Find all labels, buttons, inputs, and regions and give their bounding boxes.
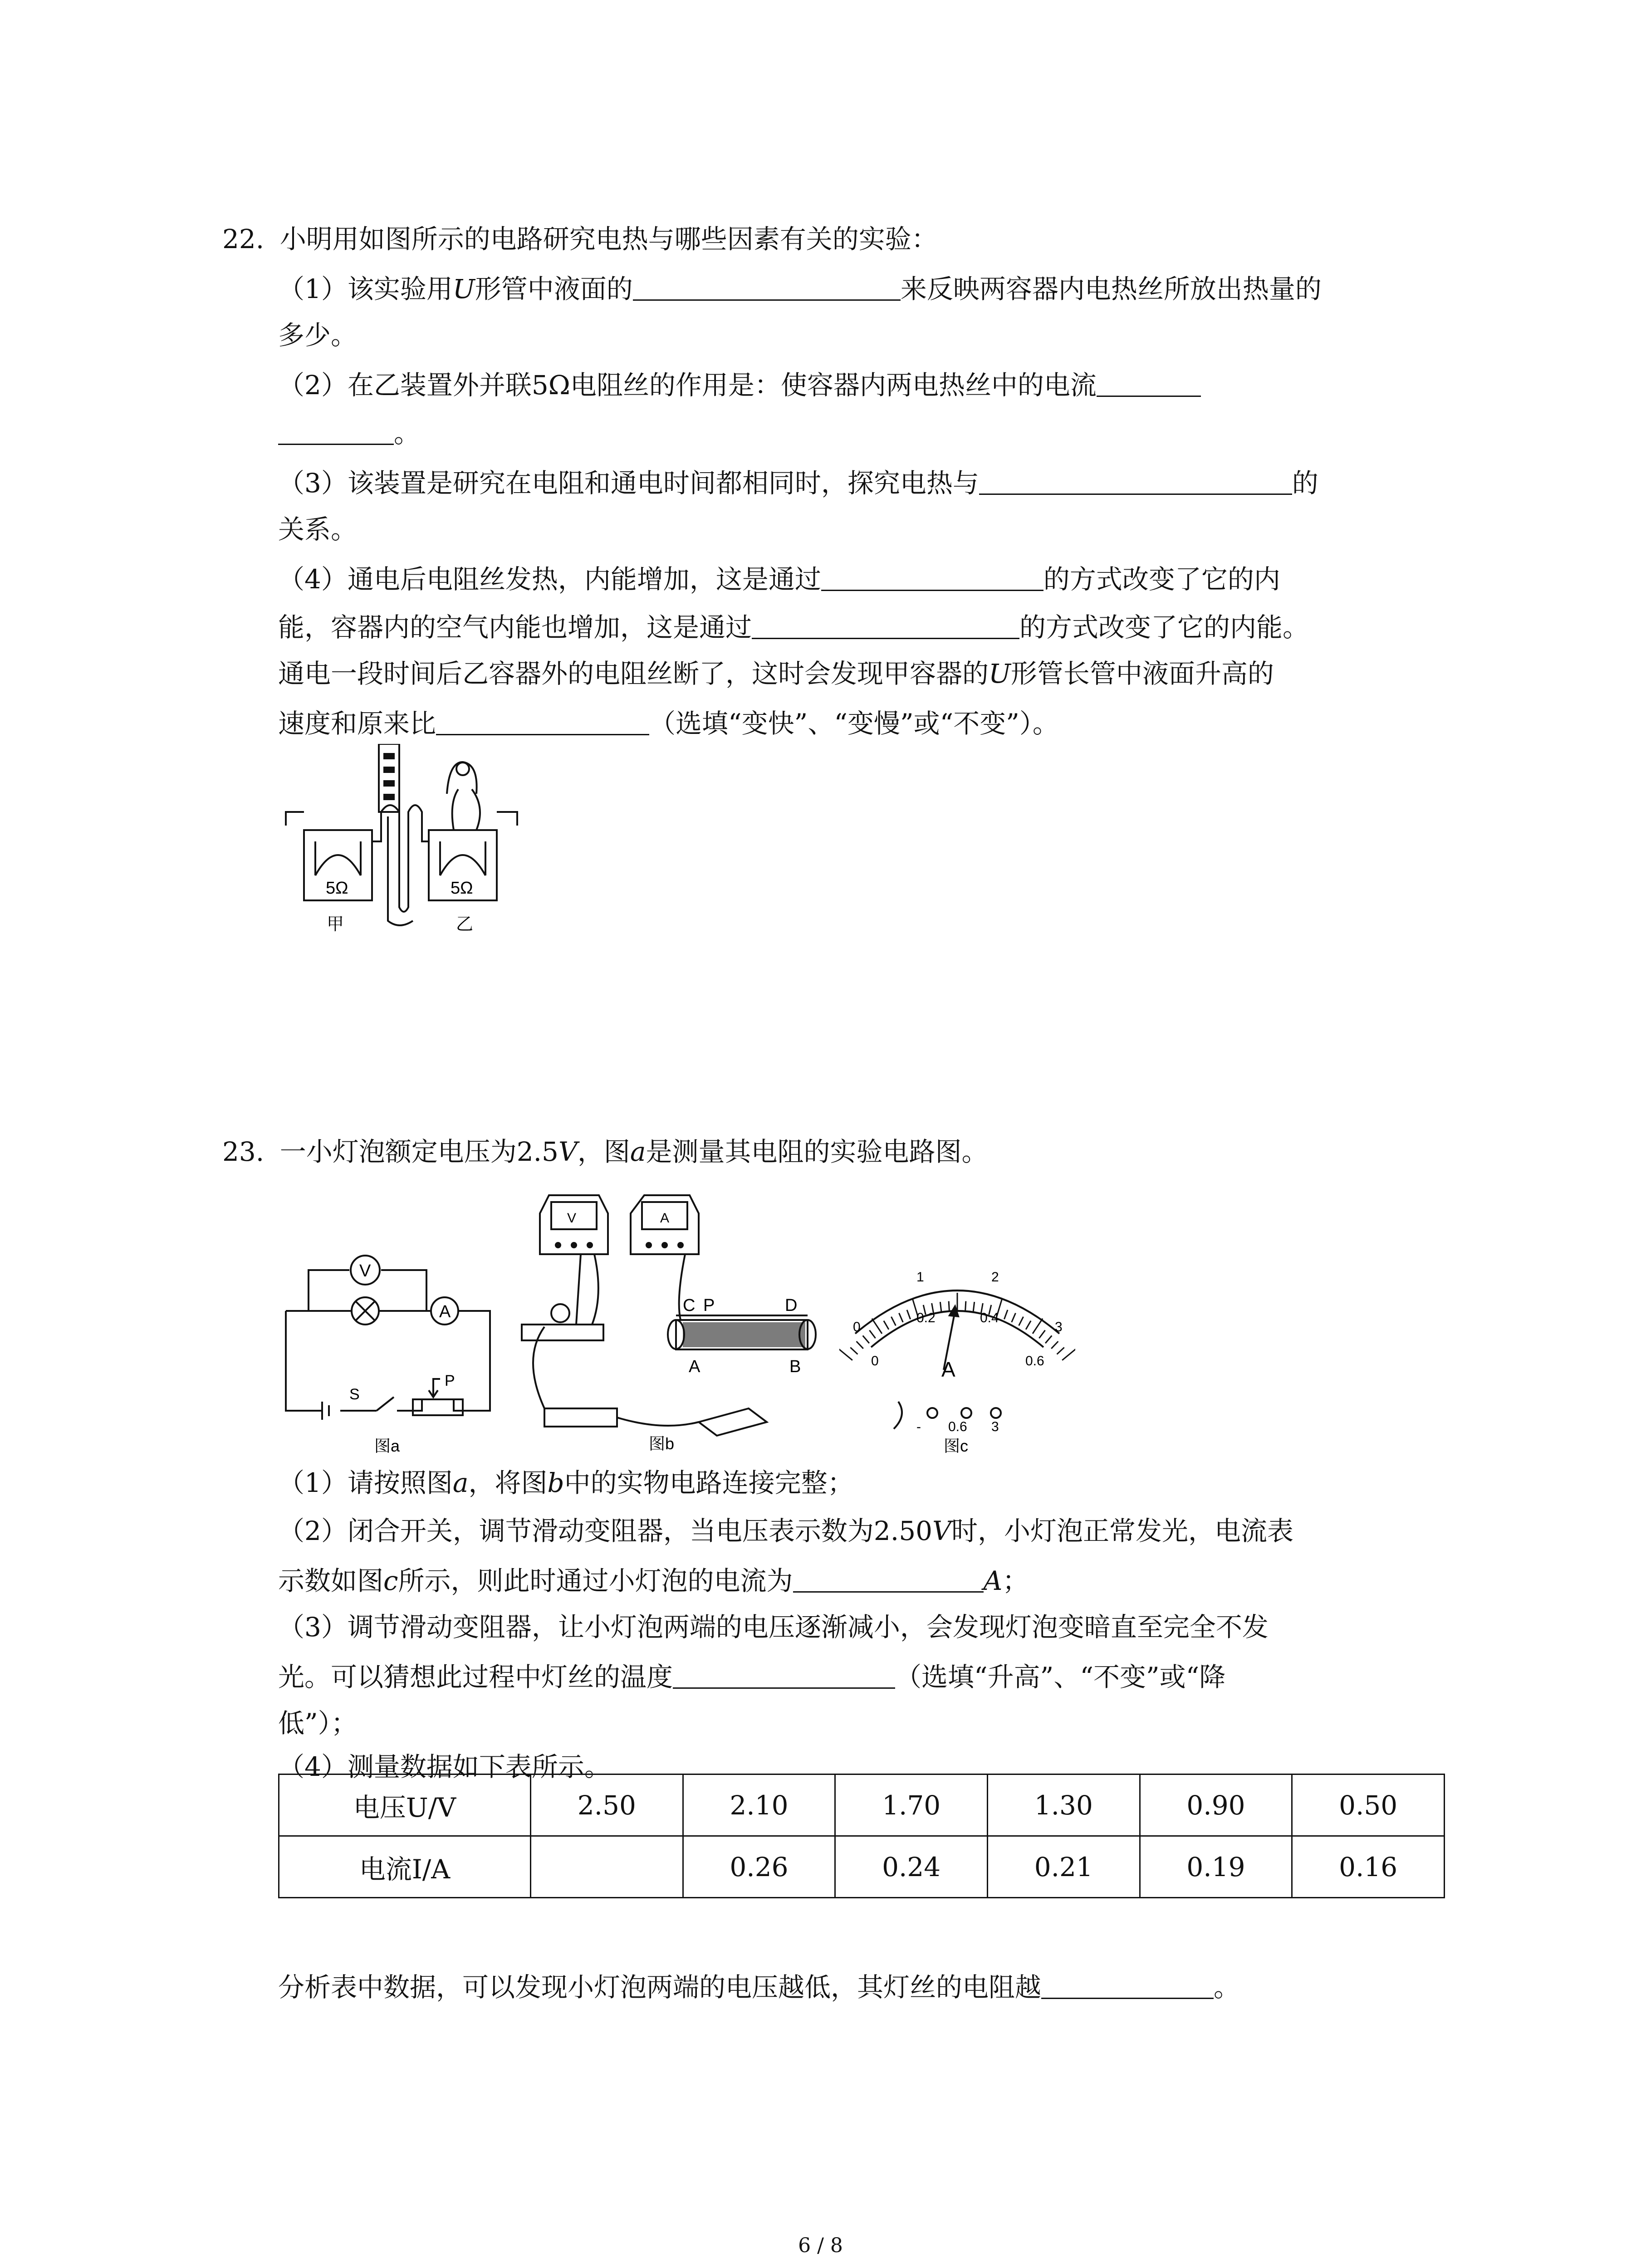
dial-tick <box>850 1348 857 1354</box>
dial-tick <box>869 1330 875 1339</box>
dial-outer-3: 3 <box>1055 1320 1063 1334</box>
dial-tick <box>1051 1341 1058 1349</box>
rheostat-label-d: D <box>785 1296 798 1315</box>
q23-part3-line1: （3）调节滑动变阻器，让小灯泡两端的电压逐渐减小，会发现灯泡变暗直至完全不发 <box>278 1612 1269 1642</box>
q23-part2-line2: 示数如图c所示，则此时通过小灯泡的电流为 A； <box>278 1565 1029 1596</box>
q22-part4-line2: 能，容器内的空气内能也增加，这是通过 的方式改变了它的内能。 <box>278 612 1309 643</box>
q22-blank-4c[interactable] <box>436 709 649 735</box>
q22-part4-line1: （4）通电后电阻丝发热，内能增加，这是通过 的方式改变了它的内 <box>278 564 1280 595</box>
table-cell: 0.90 <box>1140 1774 1292 1836</box>
fig-a-caption: 图a <box>374 1437 400 1455</box>
dial-tick <box>965 1301 966 1311</box>
dial-tick <box>973 1302 975 1312</box>
q22-figure <box>277 744 526 939</box>
table-cell: 0.26 <box>683 1836 835 1898</box>
dial-tick <box>1057 1348 1064 1354</box>
table-cell: 2.50 <box>531 1774 683 1836</box>
dial-tick <box>872 1319 882 1334</box>
dial-inner-1: 0.2 <box>916 1310 936 1325</box>
table-cell: 0.24 <box>835 1836 988 1898</box>
q23-part1: （1）请按照图a，将图b中的实物电路连接完整； <box>278 1467 854 1498</box>
q22-part4-line3: 通电一段时间后乙容器外的电阻丝断了，这时会发现甲容器的U形管长管中液面升高的 <box>278 658 1274 689</box>
dial-inner-0: 0 <box>871 1354 879 1369</box>
dial-tick <box>1033 1319 1043 1334</box>
q23-part4: （4）测量数据如下表所示。 <box>278 1751 611 1782</box>
q23-part3-line3: 低”）； <box>278 1708 358 1739</box>
q23-stem-line: 23. 一小灯泡额定电压为2.5V，图a是测量其电阻的实验电路图。 <box>222 1136 988 1167</box>
q23-blank-resistance[interactable] <box>1041 1972 1214 1999</box>
q22-blank-2a[interactable] <box>1097 370 1201 397</box>
q23-figure-c <box>839 1256 1075 1456</box>
q22-part2-line2: 。 <box>278 418 420 446</box>
q22-part1-line1: （1）该实验用U形管中液面的 来反映两容器内电热丝所放出热量的 <box>278 274 1322 304</box>
q22-part3-line1: （3）该装置是研究在电阻和通电时间都相同时，探究电热与 的 <box>278 468 1318 499</box>
dial-tick <box>940 1302 941 1312</box>
dial-outer-2: 2 <box>991 1270 999 1285</box>
dial-inner-3: 0.6 <box>1025 1354 1044 1369</box>
terminal-3: 3 <box>991 1419 999 1434</box>
q22-part1-line2: 多少。 <box>278 320 358 351</box>
left-resistor-label: 5Ω <box>326 879 348 898</box>
dial-tick <box>1045 1335 1052 1343</box>
fig-c-caption: 图c <box>944 1437 969 1455</box>
dial-inner-2: 0.4 <box>980 1310 999 1325</box>
fig-a-voltmeter: V <box>359 1261 371 1281</box>
label-yi: 乙 <box>456 915 474 934</box>
dial-tick <box>899 1313 903 1322</box>
q23-blank-current[interactable] <box>793 1566 984 1593</box>
dial-tick <box>884 1321 889 1330</box>
dial-tick <box>1026 1321 1031 1330</box>
q23-part3-line2: 光。可以猜想此过程中灯丝的温度 （选填“升高”、“不变”或“降 <box>278 1662 1226 1692</box>
dial-tick <box>1004 1310 1008 1320</box>
table-cell: 0.21 <box>987 1836 1140 1898</box>
dial-tick <box>907 1310 911 1320</box>
table-cell[interactable] <box>531 1836 683 1898</box>
dial-outer-0: 0 <box>853 1320 861 1334</box>
q23-part2-line1: （2）闭合开关，调节滑动变阻器，当电压表示数为2.50V时，小灯泡正常发光，电流表 <box>278 1515 1293 1546</box>
page-number: 6 / 8 <box>798 2234 843 2257</box>
q22-part3-line2: 关系。 <box>278 514 358 545</box>
dial-tick <box>1062 1349 1075 1360</box>
rheostat-label-p: P <box>703 1296 715 1315</box>
dial-tick <box>1019 1317 1024 1326</box>
q22-blank-1[interactable] <box>633 274 901 301</box>
q22-blank-4b[interactable] <box>752 612 1019 639</box>
rheostat-label-c: C <box>683 1296 696 1315</box>
q22-stem: 小明用如图所示的电路研究电热与哪些因素有关的实验： <box>279 224 938 254</box>
q22-part4-line4: 速度和原来比 （选填“变快”、“变慢”或“不变”）。 <box>278 708 1059 739</box>
table-cell: 1.30 <box>987 1774 1140 1836</box>
fig-a-slider: P <box>445 1372 455 1389</box>
rheostat-label-a: A <box>689 1357 700 1376</box>
q22-blank-2b[interactable] <box>278 418 394 445</box>
dial-outer-1: 1 <box>916 1270 924 1285</box>
rheostat-label-b: B <box>789 1357 801 1376</box>
q23-figure-a <box>277 1243 504 1456</box>
table-cell: 0.19 <box>1140 1836 1292 1898</box>
table-cell: 2.10 <box>683 1774 835 1836</box>
q22-number: 22. <box>222 224 265 254</box>
terminal-neg: - <box>916 1419 921 1434</box>
table-cell: 电压U/V <box>279 1774 531 1836</box>
dial-tick <box>863 1335 869 1343</box>
q23-figure-b <box>513 1186 830 1456</box>
table-cell: 0.50 <box>1292 1774 1445 1836</box>
svg-text:A: A <box>660 1211 670 1226</box>
table-row <box>279 1836 1445 1898</box>
dial-unit: A <box>941 1358 955 1381</box>
dial-tick <box>839 1349 852 1360</box>
label-jia: 甲 <box>327 915 344 934</box>
fig-b-caption: 图b <box>649 1434 675 1453</box>
dial-tick <box>891 1317 896 1326</box>
table-cell: 0.16 <box>1292 1836 1445 1898</box>
dial-tick <box>857 1341 863 1349</box>
q22-blank-3[interactable] <box>979 468 1292 495</box>
table-row <box>279 1774 1445 1836</box>
right-resistor-label: 5Ω <box>451 879 473 898</box>
table-cell: 1.70 <box>835 1774 988 1836</box>
q22-stem-line <box>222 226 938 252</box>
q23-blank-temperature[interactable] <box>673 1662 895 1689</box>
measurement-table <box>278 1774 1445 1898</box>
table-cell: 电流I/A <box>279 1836 531 1898</box>
dial-tick <box>1012 1313 1016 1322</box>
fig-a-switch: S <box>349 1386 360 1403</box>
q22-part2-line1: （2）在乙装置外并联5Ω电阻丝的作用是：使容器内两电热丝中的电流 <box>278 370 1201 398</box>
q23-conclusion: 分析表中数据，可以发现小灯泡两端的电压越低，其灯丝的电阻越 。 <box>278 1972 1240 2003</box>
svg-text:V: V <box>567 1211 577 1226</box>
terminal-06: 0.6 <box>948 1419 967 1434</box>
q23-number: 23. <box>222 1136 265 1167</box>
q22-blank-4a[interactable] <box>821 564 1043 591</box>
fig-a-ammeter: A <box>439 1302 451 1321</box>
dial-tick <box>1039 1330 1045 1339</box>
